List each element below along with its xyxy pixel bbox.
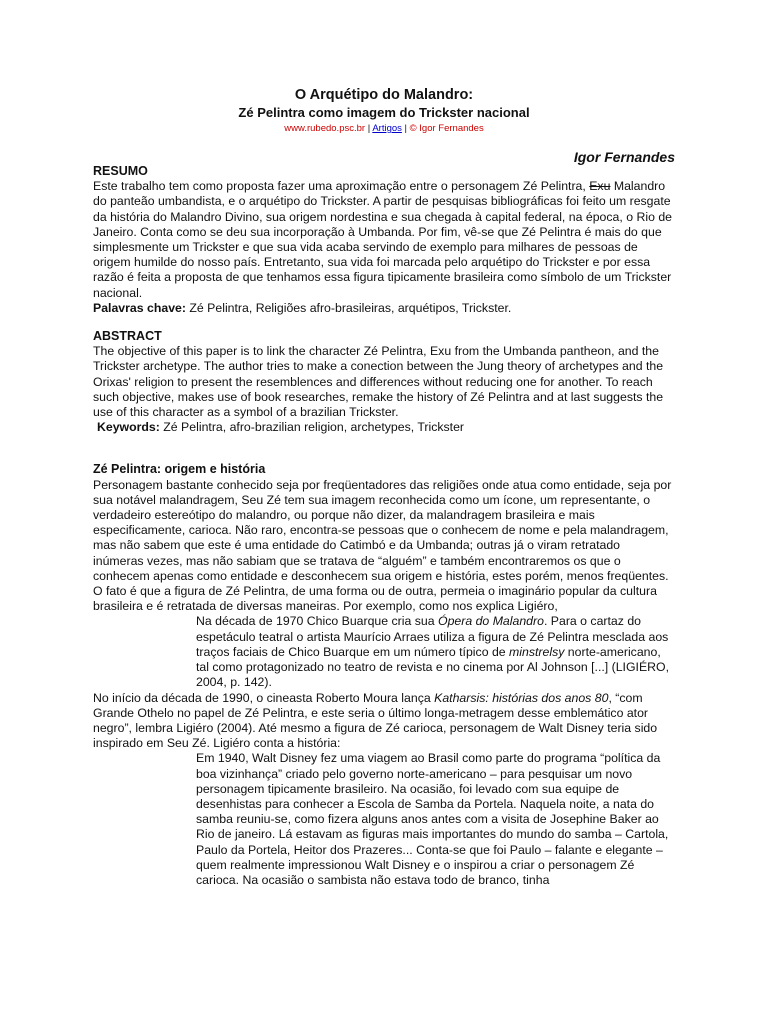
abstract-keywords-label: Keywords: bbox=[97, 420, 160, 435]
author-name: Igor Fernandes bbox=[573, 149, 675, 165]
article-body bbox=[93, 164, 673, 888]
resumo-keywords-label: Palavras chave: bbox=[93, 300, 186, 315]
source-separator: | bbox=[401, 123, 410, 134]
para2-text-b: , “com Grande Othelo no papel de Zé Pelintra, e este seria o último longa-metragem desse emblemático ator negro”, lembra Ligiéro (2004). Até mesmo a figura de Zé carioca, personagem de Walt Disney teria sido inspirado em Seu Zé. Ligiéro conta a história: bbox=[93, 690, 658, 751]
section-paragraph-2 bbox=[93, 691, 673, 752]
quote1-text-c: norte-americano, tal como protagonizado no teatro de revista e no cinema por Al Johnson [...] (LIGIÉRO, 2004, p. 142). bbox=[196, 644, 670, 690]
document-title: O Arquétipo do Malandro: bbox=[294, 87, 474, 103]
block-quote-1 bbox=[93, 614, 673, 690]
para2-italic-title: Katharsis: histórias dos anos 80 bbox=[434, 690, 609, 705]
source-separator: | bbox=[365, 123, 373, 134]
artigos-link[interactable]: Artigos bbox=[372, 123, 402, 134]
source-copyright: © Igor Fernandes bbox=[409, 123, 484, 134]
abstract-keywords bbox=[93, 420, 673, 435]
source-site: www.rubedo.psc.br bbox=[284, 123, 366, 134]
para2-text-a: No início da década de 1990, o cineasta Roberto Moura lança bbox=[93, 690, 435, 705]
resumo-text-end: Malandro do panteão umbandista, e o arquétipo do Trickster. A partir de pesquisas bibliográficas foi feito um resgate da história do Malandro Divino, sua origem nordestina e sua chegada à capital federal, na época, o Rio de Janeiro. Conta como se deu sua incorporação à Umbanda. Por fim, vê-se que Zé Pelintra é mais do que simplesmente um Trickster e que sua vida acaba servindo de exemplo para milhares de pessoas de origem humilde do nosso país. Entretanto, sua vida foi marcada pelo arquétipo do Trickster e por essa razão é feita a proposta de que tenhamos essa figura tipicamente brasileira como símbolo de um Trickster nacional. bbox=[93, 179, 672, 300]
quote1-text-a: Na década de 1970 Chico Buarque cria sua bbox=[196, 614, 438, 629]
abstract-heading: ABSTRACT bbox=[93, 329, 162, 344]
abstract-paragraph: The objective of this paper is to link the character Zé Pelintra, Exu from the Umbanda pantheon, and the Trickster archetype. The author tries to make a conection between the Jung theory of archetypes and the Orixas' religion to present the resemblences and differences without reducing one for another. To reach such objective, makes use of book researches, remake the history of Zé Pelintra and at last suggests the use of this character as a symbol of a brazilian Trickster. bbox=[93, 344, 664, 420]
quote1-text-b: . Para o cartaz do espetáculo teatral o artista Maurício Arraes utiliza a figura de Zé Pelintra mesclada aos traços faciais de Chico Buarque em um número típico de bbox=[196, 614, 669, 659]
source-line bbox=[0, 123, 768, 135]
quote1-italic-term: minstrelsy bbox=[509, 644, 565, 659]
block-quote-2: Em 1940, Walt Disney fez uma viagem ao Brasil como parte do programa “política da boa vizinhança” criado pelo governo norte-americano – para pesquisar um novo personagem tipicamente brasileiro. Na ocasião, foi levado com sua equipe de desenhistas para conhecer a Escola de Samba da Portela. Naquela noite, a nata do samba reuniu-se, como fizera alguns anos antes com a visita de Josephine Baker ao Rio de janeiro. Lá estavam as figuras mais importantes do mundo do samba – Cartola, Paulo da Portela, Heitor dos Prazeres... Conta-se que foi Paulo – falante e elegante – quem realmente impressionou Walt Disney e o inspirou a criar o personagem Zé carioca. Na ocasião o sambista não estava todo de branco, tinha bbox=[196, 751, 669, 887]
resumo-keywords-value: Zé Pelintra, Religiões afro-brasileiras, arquétipos, Trickster. bbox=[185, 300, 512, 315]
resumo-heading: RESUMO bbox=[93, 164, 148, 178]
document-subtitle: Zé Pelintra como imagem do Trickster nacional bbox=[238, 105, 530, 120]
abstract-keywords-value: Zé Pelintra, afro-brazilian religion, archetypes, Trickster bbox=[159, 420, 465, 435]
section-paragraph-1: Personagem bastante conhecido seja por freqüentadores das religiões onde atua como entidade, seja por sua notável malandragem, Seu Zé tem sua imagem reconhecida como um ícone, um representante, o verdadeiro estereótipo do malandro, ou porque não dizer, da malandragem brasileira e mais especificamente, carioca. Não raro, encontra-se pessoas que o conhecem de nome e pela malandragem, mas não sabem que este é uma entidade do Catimbó e da Umbanda; outras já o viram retratado inúmeras vezes, mas não sabiam que se tratava de “alguém” e também encontraremos os que o conhecem apenas como entidade e desconhecem sua origem e história, estes porém, menos freqüentes. O fato é que a figura de Zé Pelintra, de uma forma ou de outra, permeia o imaginário popular da cultura brasileira e é retratada de diversas maneiras. Por exemplo, como nos explica Ligiéro, bbox=[93, 477, 672, 614]
resumo-text-start: Este trabalho tem como proposta fazer uma aproximação entre o personagem Zé Pelintra, bbox=[93, 179, 590, 194]
resumo-keywords bbox=[93, 301, 673, 316]
section-heading: Zé Pelintra: origem e história bbox=[93, 462, 266, 477]
struck-word: Exu bbox=[589, 179, 611, 194]
quote1-italic-title: Ópera do Malandro bbox=[438, 614, 544, 629]
resumo-paragraph bbox=[93, 179, 673, 301]
